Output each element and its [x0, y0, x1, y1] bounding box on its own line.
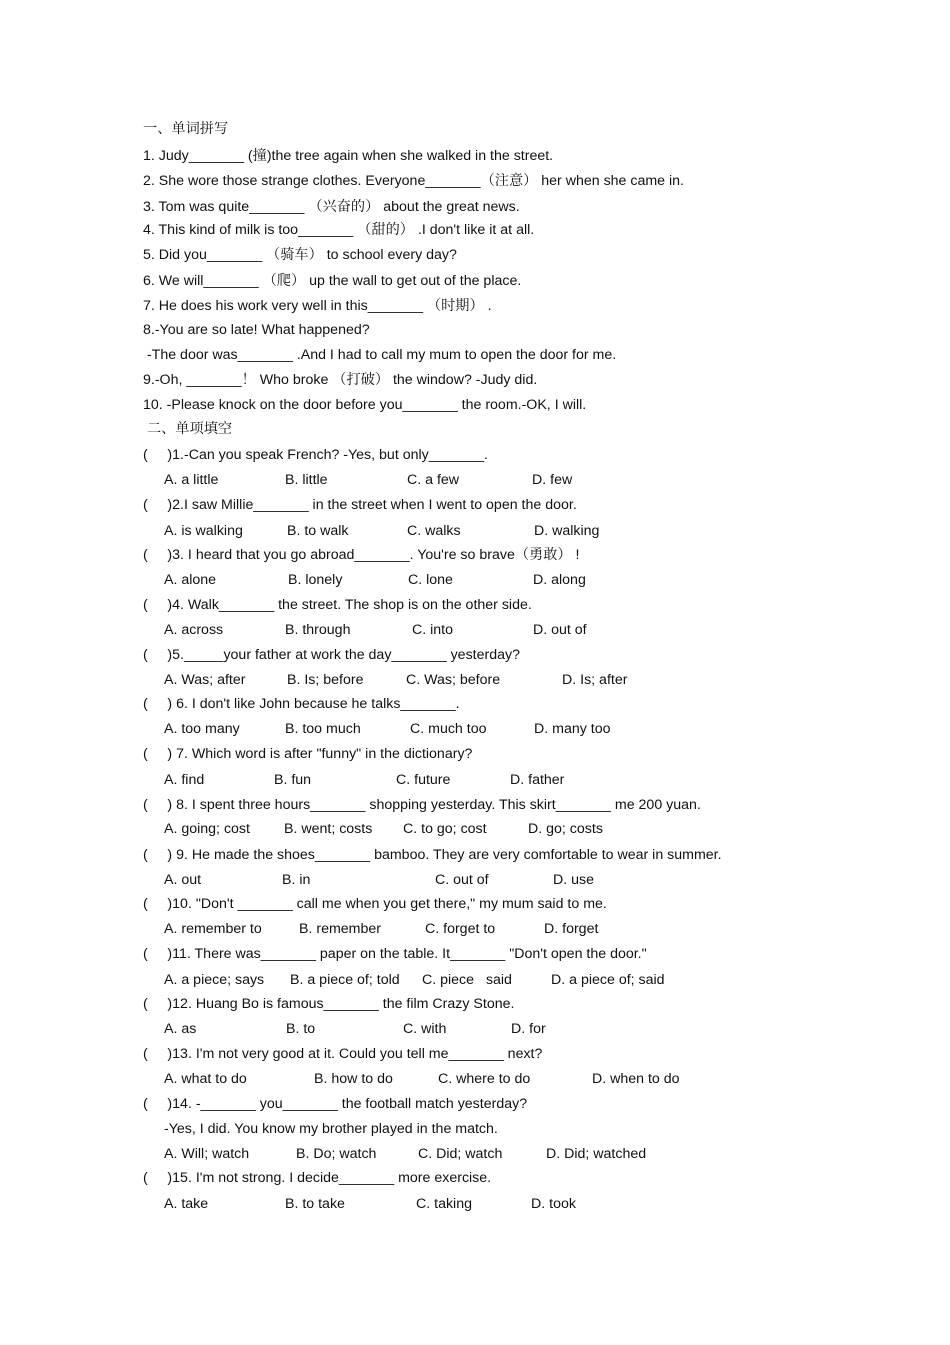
- option-a: A. take: [164, 1196, 209, 1212]
- option-a: A. a piece; says: [164, 972, 265, 988]
- option-d: D. for: [511, 1021, 546, 1037]
- option-c: C. to go; cost: [403, 821, 487, 837]
- spelling-item-9: 9.-Oh, _______！ Who broke （打破） the window? -Judy did.: [143, 372, 538, 388]
- option-c: C. future: [396, 772, 451, 788]
- question-9-stem: ( ) 9. He made the shoes_______ bamboo. They are very comfortable to wear in summer.: [143, 847, 722, 863]
- option-d: D. a piece of; said: [551, 972, 665, 988]
- option-b: B. how to do: [314, 1071, 393, 1087]
- option-b: B. through: [285, 622, 351, 638]
- option-c: C. taking: [416, 1196, 472, 1212]
- question-14-options: [0, 1145, 950, 1163]
- question-1-stem: ( )1.-Can you speak French? -Yes, but only_______.: [143, 447, 488, 463]
- question-14-context: -Yes, I did. You know my brother played in the match.: [164, 1121, 498, 1137]
- option-d: D. walking: [534, 523, 600, 539]
- option-a: A. find: [164, 772, 205, 788]
- option-a: A. too many: [164, 721, 240, 737]
- question-3-options: [0, 571, 950, 589]
- question-13-stem: ( )13. I'm not very good at it. Could you tell me_______ next?: [143, 1046, 543, 1062]
- option-b: B. in: [282, 872, 311, 888]
- option-b: B. to: [286, 1021, 316, 1037]
- question-1-options: [0, 471, 950, 489]
- question-6-stem: ( ) 6. I don't like John because he talks_______.: [143, 696, 460, 712]
- option-d: D. out of: [533, 622, 587, 638]
- option-b: B. to walk: [287, 523, 349, 539]
- question-7-stem: ( ) 7. Which word is after "funny" in the dictionary?: [143, 746, 473, 762]
- option-d: D. few: [532, 472, 573, 488]
- section2-title: 二、单项填空: [143, 421, 233, 437]
- option-d: D. Is; after: [562, 672, 628, 688]
- option-a: A. going; cost: [164, 821, 250, 837]
- option-b: B. remember: [299, 921, 381, 937]
- option-d: D. many too: [534, 721, 611, 737]
- spelling-item-7: 7. He does his work very well in this_______ （时期） .: [143, 298, 492, 314]
- option-c: C. much too: [410, 721, 487, 737]
- option-d: D. use: [553, 872, 595, 888]
- option-b: B. little: [285, 472, 328, 488]
- option-a: A. what to do: [164, 1071, 247, 1087]
- question-6-options: [0, 720, 950, 738]
- option-c: C. lone: [408, 572, 453, 588]
- spelling-item-4: 4. This kind of milk is too_______ （甜的） .I don't like it at all.: [143, 222, 535, 238]
- question-15-stem: ( )15. I'm not strong. I decide_______ more exercise.: [143, 1170, 492, 1186]
- spelling-item-1: 1. Judy_______ (撞)the tree again when she walked in the street.: [143, 148, 554, 164]
- question-11-stem: ( )11. There was_______ paper on the table. It_______ "Don't open the door.": [143, 946, 647, 962]
- option-c: C. Was; before: [406, 672, 501, 688]
- option-d: D. forget: [544, 921, 599, 937]
- spelling-item-8-reply: -The door was_______ .And I had to call my mum to open the door for me.: [143, 347, 617, 363]
- option-b: B. Is; before: [287, 672, 364, 688]
- option-a: A. out: [164, 872, 202, 888]
- option-b: B. a piece of; told: [290, 972, 400, 988]
- spelling-item-5: 5. Did you_______ （骑车） to school every day?: [143, 247, 457, 263]
- option-a: A. Was; after: [164, 672, 246, 688]
- question-7-options: [0, 771, 950, 789]
- question-5-stem: ( )5._____your father at work the day_______ yesterday?: [143, 647, 520, 663]
- question-2-options: [0, 522, 950, 540]
- question-10-options: [0, 920, 950, 938]
- question-8-options: [0, 820, 950, 838]
- option-a: A. across: [164, 622, 224, 638]
- option-c: C. forget to: [425, 921, 496, 937]
- option-d: D. father: [510, 772, 565, 788]
- option-b: B. fun: [274, 772, 312, 788]
- option-c: C. into: [412, 622, 454, 638]
- question-15-options: [0, 1195, 950, 1213]
- option-b: B. to take: [285, 1196, 345, 1212]
- spelling-item-10: 10. -Please knock on the door before you_______ the room.-OK, I will.: [143, 397, 587, 413]
- spelling-item-3: 3. Tom was quite_______ （兴奋的） about the great news.: [143, 199, 520, 215]
- option-b: B. Do; watch: [296, 1146, 377, 1162]
- option-a: A. as: [164, 1021, 197, 1037]
- option-c: C. with: [403, 1021, 447, 1037]
- option-d: D. along: [533, 572, 586, 588]
- option-a: A. remember to: [164, 921, 262, 937]
- option-a: A. a little: [164, 472, 219, 488]
- question-12-options: [0, 1020, 950, 1038]
- option-b: B. went; costs: [284, 821, 373, 837]
- section1-title: 一、单词拼写: [143, 121, 229, 137]
- option-a: A. Will; watch: [164, 1146, 250, 1162]
- question-11-options: [0, 971, 950, 989]
- option-c: C. where to do: [438, 1071, 531, 1087]
- option-c: C. out of: [435, 872, 489, 888]
- question-2-stem: ( )2.I saw Millie_______ in the street when I went to open the door.: [143, 497, 577, 513]
- spelling-item-2: 2. She wore those strange clothes. Everyone_______（注意） her when she came in.: [143, 173, 685, 189]
- option-d: D. Did; watched: [546, 1146, 647, 1162]
- question-13-options: [0, 1070, 950, 1088]
- spelling-item-8: 8.-You are so late! What happened?: [143, 322, 370, 338]
- question-10-stem: ( )10. "Don't _______ call me when you get there," my mum said to me.: [143, 896, 607, 912]
- option-d: D. took: [531, 1196, 576, 1212]
- question-3-stem: ( )3. I heard that you go abroad_______. You're so brave（勇敢） !: [143, 547, 580, 563]
- question-12-stem: ( )12. Huang Bo is famous_______ the film Crazy Stone.: [143, 996, 515, 1012]
- option-b: B. lonely: [288, 572, 343, 588]
- option-a: A. alone: [164, 572, 217, 588]
- spelling-item-6: 6. We will_______ （爬） up the wall to get out of the place.: [143, 273, 522, 289]
- option-c: C. a few: [407, 472, 460, 488]
- question-14-stem: ( )14. -_______ you_______ the football match yesterday?: [143, 1096, 528, 1112]
- question-8-stem: ( ) 8. I spent three hours_______ shopping yesterday. This skirt_______ me 200 yuan.: [143, 797, 701, 813]
- question-9-options: [0, 871, 950, 889]
- option-d: D. when to do: [592, 1071, 680, 1087]
- option-c: C. walks: [407, 523, 461, 539]
- question-4-options: [0, 621, 950, 639]
- option-c: C. piece said: [422, 972, 512, 988]
- option-a: A. is walking: [164, 523, 243, 539]
- question-4-stem: ( )4. Walk_______ the street. The shop is on the other side.: [143, 597, 532, 613]
- option-c: C. Did; watch: [418, 1146, 503, 1162]
- option-b: B. too much: [285, 721, 361, 737]
- question-5-options: [0, 671, 950, 689]
- option-d: D. go; costs: [528, 821, 603, 837]
